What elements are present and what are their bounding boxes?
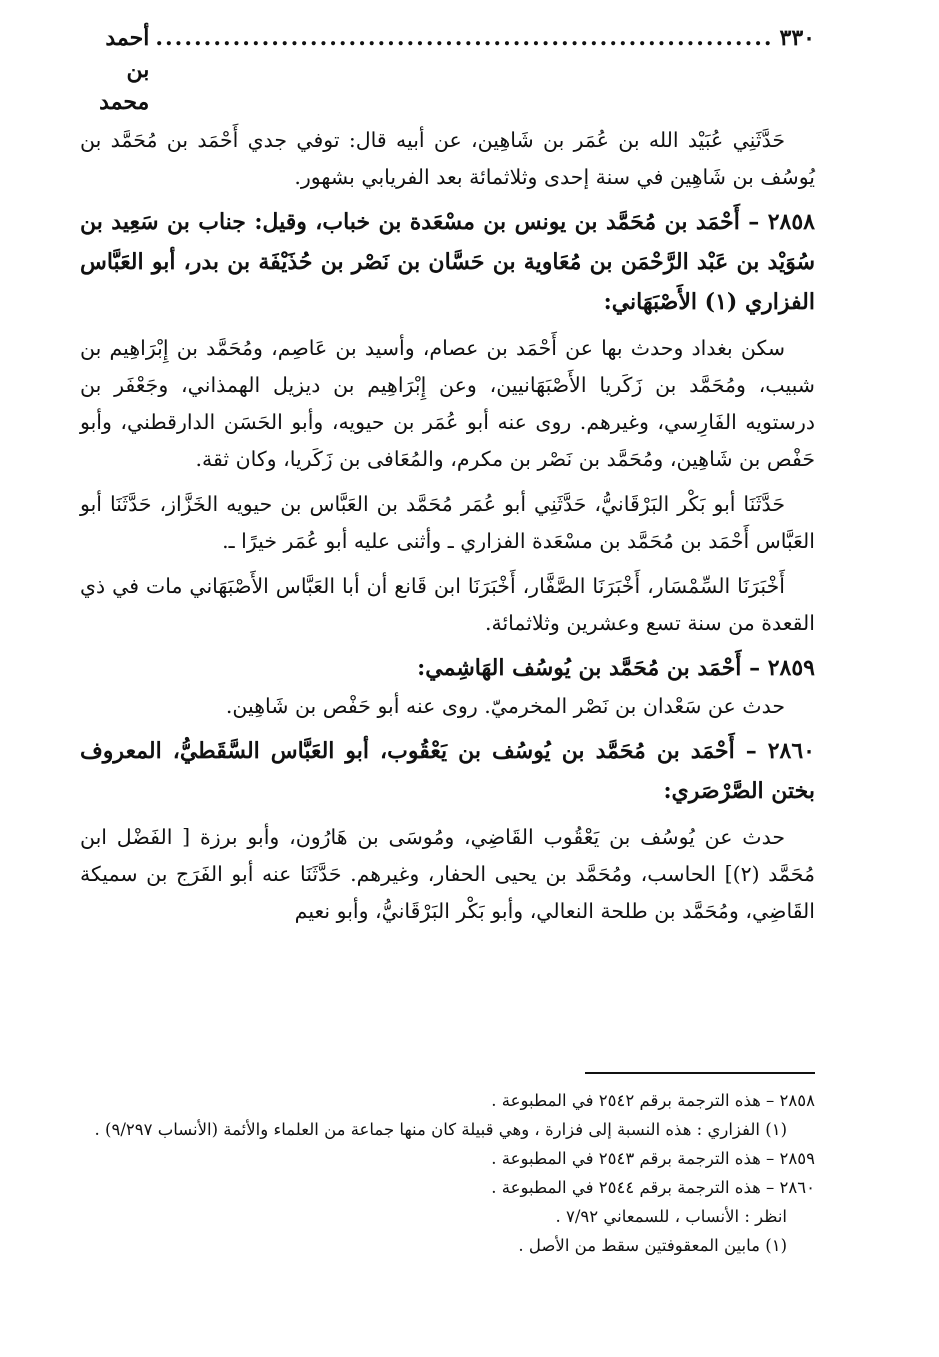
footnote: ٢٨٦٠ – هذه الترجمة برقم ٢٥٤٤ في المطبوعة . bbox=[491, 1178, 815, 1197]
header-leader-dots: ................................................................ bbox=[155, 25, 774, 51]
entry-heading-2859: ٢٨٥٩ – أَحْمَد بن مُحَمَّد بن يُوسُف الهَاشِمي: bbox=[417, 655, 815, 681]
page bbox=[80, 22, 815, 1255]
page-header bbox=[80, 22, 815, 118]
footnote: ٢٨٥٩ – هذه الترجمة برقم ٢٥٤٣ في المطبوعة . bbox=[491, 1149, 815, 1168]
body-text bbox=[80, 122, 815, 930]
paragraph: حَدَّثَنَا أبو بَكْر البَرْقَانيُّ، حَدَّثَنِي أبو عُمَر مُحَمَّد بن العَبَّاس بن حيويه الخَزَّاز، حَدَّثَنَا أبو العَبَّاس أَحْمَد بن مُحَمَّد بن مسْعَدة الفزاري ـ وأثنى عليه أبو عُمَر خيرًا ـ. bbox=[80, 492, 815, 553]
running-title: أحمد بن محمد bbox=[99, 25, 150, 115]
entry-heading-2858: ٢٨٥٨ – أَحْمَد بن مُحَمَّد بن يونس بن مسْعَدة بن خباب، وقيل: جناب بن سَعِيد بن سُوَيْد بن عَبْد الرَّحْمَن بن مُعَاوية بن حَسَّان بن نَصْر بن حُذَيْفَة بن بدر، أبو العَبَّاس الفزاري (١) الأَصْبَهَاني: bbox=[80, 209, 815, 315]
paragraph: حَدَّثَنِي عُبَيْد الله بن عُمَر بن شَاهِين، عن أبيه قال: توفي جدي أَحْمَد بن مُحَمَّد بن يُوسُف بن شَاهِين في سنة إحدى وثلاثمائة بعد الفريابي بشهور. bbox=[80, 128, 815, 189]
footnote: انظر : الأنساب ، للسمعاني ٧/٩٢ . bbox=[555, 1207, 787, 1226]
paragraph: أَخْبَرَنَا السِّمْسَار، أَخْبَرَنَا الصَّفَّار، أَخْبَرَنَا ابن قَانع أن أبا العَبَّاس الأَصْبَهَاني مات في ذي القعدة من سنة تسع وعشرين وثلاثمائة. bbox=[80, 574, 815, 635]
paragraph: سكن بغداد وحدث بها عن أَحْمَد بن عصام، وأسيد بن عَاصِم، ومُحَمَّد بن إِبْرَاهِيم بن شبيب، ومُحَمَّد بن زَكَريا الأَصْبَهَانيين، وعن إِبْرَاهِيم بن ديزيل الهمذاني، وجَعْفَر بن درستويه الفَارِسي، وغيرهم. روى عنه أبو عُمَر بن حيويه، وأبو الحَسَن الدارقطني، وأبو حَفْص بن شَاهِين، ومُحَمَّد بن نَصْر بن مكرم، والمُعَافى بن زَكَريا، وكان ثقة. bbox=[80, 336, 815, 471]
entry-heading-2860: ٢٨٦٠ – أَحْمَد بن مُحَمَّد بن يُوسُف بن يَعْقُوب، أبو العَبَّاس السَّقَطيُّ، المعروف بختن الصَّرْصَري: bbox=[80, 738, 815, 804]
footnote: (١) الفزاري : هذه النسبة إلى فزارة ، وهي قبيلة كان منها جماعة من العلماء والأئمة (الأنساب ٩/٢٩٧) . bbox=[94, 1120, 787, 1139]
footnote-separator bbox=[585, 1072, 815, 1074]
footnotes bbox=[80, 1086, 815, 1260]
paragraph: حدث عن سَعْدان بن نَصْر المخرميّ. روى عنه أبو حَفْص بن شَاهِين. bbox=[225, 694, 785, 718]
page-number: ٣٣٠ bbox=[779, 25, 815, 51]
footnote: ٢٨٥٨ – هذه الترجمة برقم ٢٥٤٢ في المطبوعة . bbox=[491, 1091, 815, 1110]
footnote: (١) مابين المعقوفتين سقط من الأصل . bbox=[518, 1236, 787, 1255]
paragraph: حدث عن يُوسُف بن يَعْقُوب القَاضِي، ومُوسَى بن هَارُون، وأبو برزة [ الفَضْل ابن مُحَمَّد (٢)] الحاسب، ومُحَمَّد بن يحيى الحفار، وغيرهم. حَدَّثَنَا عنه أبو الفَرَج بن سميكة القَاضِي، ومُحَمَّد بن طلحة النعالي، وأبو بَكْر البَرْقَانيُّ، وأبو نعيم bbox=[80, 825, 815, 923]
